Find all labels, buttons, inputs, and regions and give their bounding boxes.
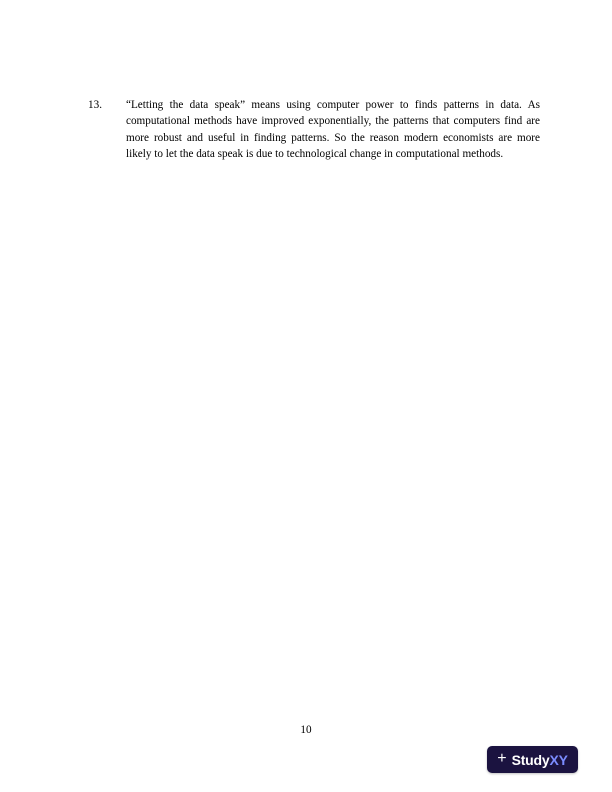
answer-item-13	[88, 97, 540, 163]
studyxy-watermark-badge	[487, 746, 578, 773]
page-number: 10	[300, 724, 312, 736]
watermark-brand-study: Study	[511, 751, 550, 768]
answer-item-text: “Letting the data speak” means using computer power to finds patterns in data. As computational methods have improved exponentially, the patterns that computers find are more robust and useful in finding patterns. So the reason modern economists are more likely to let the data speak is due to technological change in computational methods.	[126, 99, 540, 161]
plus-icon: +	[497, 749, 507, 767]
watermark-brand	[512, 752, 568, 768]
watermark-brand-xy: XY	[549, 751, 568, 768]
answer-item-number: 13.	[88, 99, 102, 111]
